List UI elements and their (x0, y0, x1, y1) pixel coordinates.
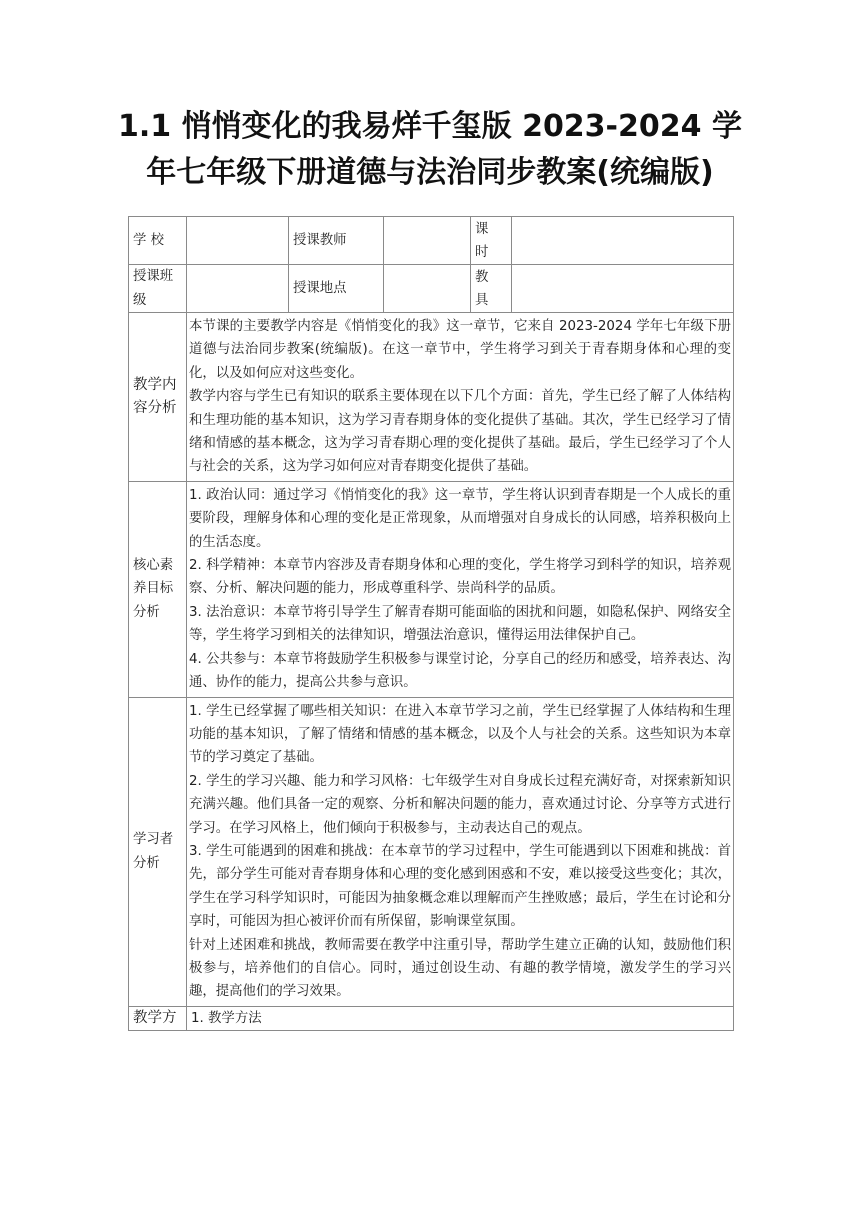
section-content-analysis (129, 313, 734, 482)
label-location: 授课地点 (289, 265, 384, 313)
label-teacher: 授课教师 (289, 217, 384, 265)
section-teaching-method (129, 1006, 734, 1030)
value-teacher (384, 217, 471, 265)
core-competency-p2: 2. 科学精神：本章节内容涉及青春期身体和心理的变化，学生将学习到科学的知识，培养观察、分析、解决问题的能力，形成尊重科学、崇尚科学的品质。 (189, 558, 731, 597)
teaching-method-body (187, 1006, 734, 1030)
core-competency-p1: 1. 政治认同：通过学习《悄悄变化的我》这一章节，学生将认识到青春期是一个人成长的重要阶段，理解身体和心理的变化是正常现象，从而增强对自身成长的认同感，培养积极向上的生活态度。 (189, 487, 731, 550)
label-teaching-method: 教学方 (129, 1006, 187, 1030)
learner-analysis-p4: 针对上述困难和挑战，教师需要在教学中注重引导，帮助学生建立正确的认知，鼓励他们积极参与，培养他们的自信心。同时，通过创设生动、有趣的教学情境，激发学生的学习兴趣，提高他们的学习效果。 (189, 937, 731, 1000)
learner-analysis-p2: 2. 学生的学习兴趣、能力和学习风格：七年级学生对自身成长过程充满好奇，对探索新知识充满兴趣。他们具备一定的观察、分析和解决问题的能力，喜欢通过讨论、分享等方式进行学习。在学习风格上，他们倾向于积极参与，主动表达自己的观点。 (189, 773, 731, 836)
value-school (187, 217, 289, 265)
header-row-class (129, 265, 734, 313)
label-content-analysis: 教学内 容分析 (129, 313, 187, 482)
content-analysis-p2: 教学内容与学生已有知识的联系主要体现在以下几个方面：首先，学生已经了解了人体结构和生理功能的基本知识，这为学习青春期身体的变化提供了基础。其次，学生已经学习了情绪和情感的基本概念，这为学习青春期心理的变化提供了基础。最后，学生已经学习了个人与社会的关系，这为学习如何应对青春期变化提供了基础。 (189, 389, 731, 475)
document-title (0, 104, 860, 196)
content-analysis-p1: 本节课的主要教学内容是《悄悄变化的我》这一章节，它来自 2023-2024 学年七年级下册道德与法治同步教案(统编版)。在这一章节中，学生将学习到关于青春期身体和心理的变化，以及如何应对这些变化。 (189, 319, 731, 381)
value-teaching-aids (512, 265, 734, 313)
label-core-competency: 核心素 养目标 分析 (129, 481, 187, 697)
header-row-school (129, 217, 734, 265)
section-core-competency (129, 481, 734, 697)
value-class (187, 265, 289, 313)
section-learner-analysis (129, 697, 734, 1006)
core-competency-p3: 3. 法治意识：本章节将引导学生了解青春期可能面临的困扰和问题，如隐私保护、网络安全等，学生将学习到相关的法律知识，增强法治意识，懂得运用法律保护自己。 (189, 604, 731, 644)
label-class-hours: 课 时 (471, 217, 512, 265)
label-class: 授课班 级 (129, 265, 187, 313)
value-location (384, 265, 471, 313)
label-school: 学 校 (129, 217, 187, 265)
teaching-method-p1: 1. 教学方法 (191, 1010, 262, 1026)
learner-analysis-p1: 1. 学生已经掌握了哪些相关知识：在进入本章节学习之前，学生已经掌握了人体结构和生理功能的基本知识，了解了情绪和情感的基本概念，以及个人与社会的关系。这些知识为本章节的学习奠定了基础。 (189, 703, 731, 766)
content-analysis-body (187, 313, 734, 482)
core-competency-body (187, 481, 734, 697)
core-competency-p4: 4. 公共参与：本章节将鼓励学生积极参与课堂讨论，分享自己的经历和感受，培养表达、沟通、协作的能力，提高公共参与意识。 (189, 651, 731, 691)
learner-analysis-body (187, 697, 734, 1006)
learner-analysis-p3: 3. 学生可能遇到的困难和挑战：在本章节的学习过程中，学生可能遇到以下困难和挑战：首先，部分学生可能对青春期身体和心理的变化感到困惑和不安，难以接受这些变化；其次，学生在学习科学知识时，可能因为抽象概念难以理解而产生挫败感；最后，学生在讨论和分享时，可能因为担心被评价而有所保留，影响课堂氛围。 (189, 843, 731, 930)
title-line-2: 年七年级下册道德与法治同步教案(统编版) (146, 155, 714, 190)
label-teaching-aids: 教 具 (471, 265, 512, 313)
value-class-hours (512, 217, 734, 265)
lesson-plan-table (128, 216, 734, 1031)
title-line-1: 1.1 悄悄变化的我易烊千玺版 2023-2024 学 (118, 109, 742, 144)
label-learner-analysis: 学习者 分析 (129, 697, 187, 1006)
